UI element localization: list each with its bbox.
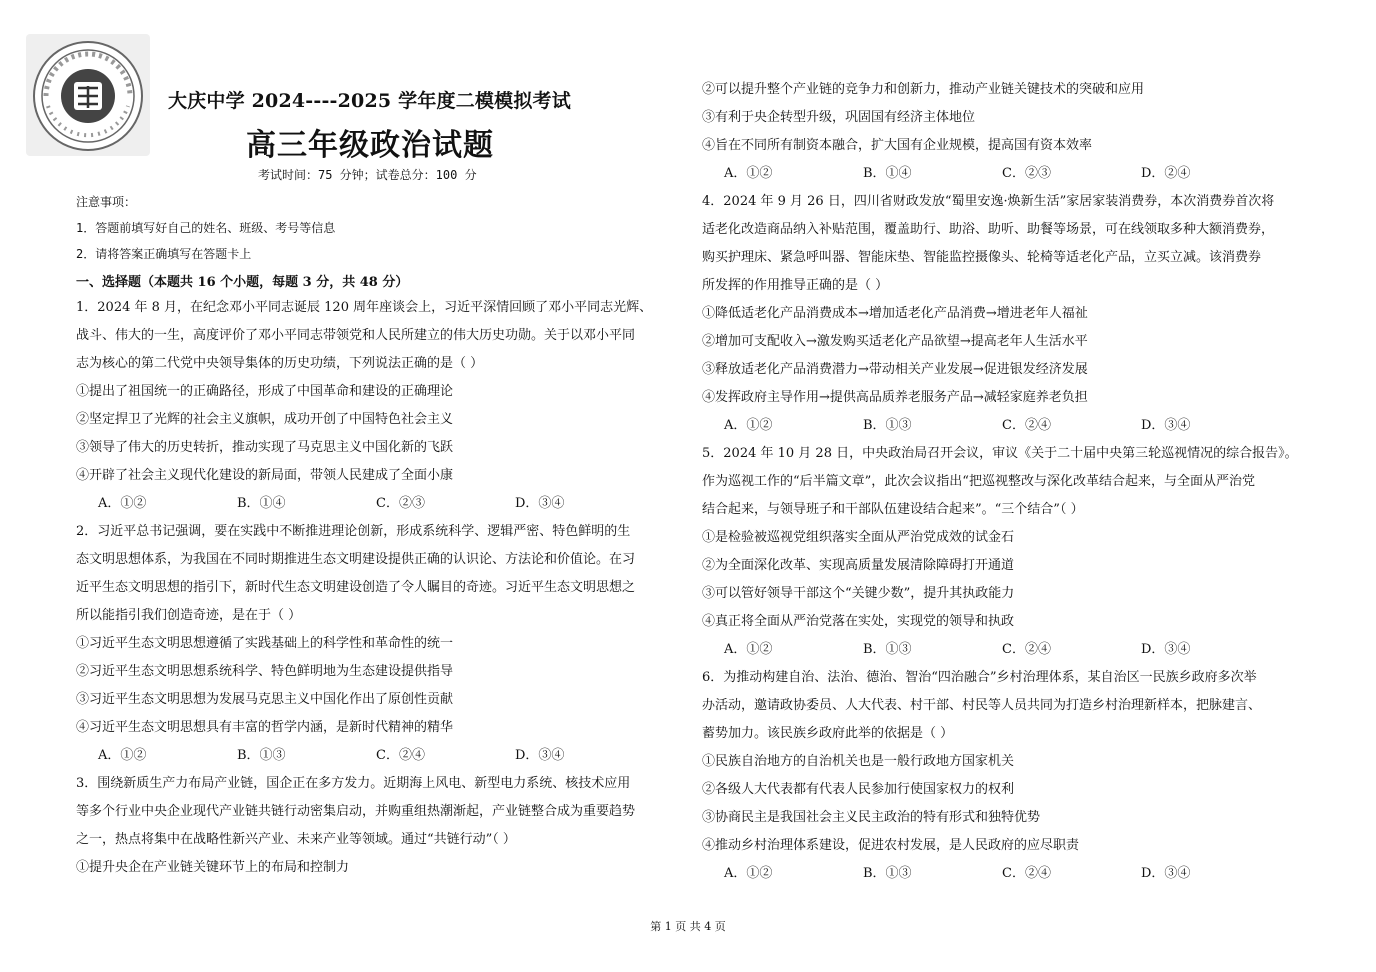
- statement-line: ②坚定捍卫了光辉的社会主义旗帜，成功开创了中国特色社会主义: [76, 412, 454, 427]
- statement-line: ③有利于央企转型升级，巩固国有经济主体地位: [702, 110, 976, 125]
- option-c: C．②④: [1002, 866, 1051, 881]
- right-column: [702, 76, 1312, 888]
- question-line: 适老化改造商品纳入补贴范围，覆盖助行、助浴、助听、助餐等场景，可在线领取多种大额消费券，: [702, 222, 1275, 237]
- option-b: B．①③: [863, 418, 912, 433]
- exam-info: 考试时间：75 分钟；试卷总分：100 分: [258, 168, 477, 182]
- option-b: B．①④: [863, 166, 912, 181]
- question-line: 所发挥的作用推导正确的是（ ）: [702, 278, 889, 293]
- question-line: 1．2024 年 8 月，在纪念邓小平同志诞辰 120 周年座谈会上，习近平深情回顾了邓小平同志光辉、: [76, 300, 653, 315]
- answer-options: [702, 636, 1312, 664]
- question-line: 蓄势加力。该民族乡政府此举的依据是（ ）: [702, 726, 954, 741]
- notice-heading: 注意事项：: [76, 195, 137, 209]
- option-c: C．②④: [376, 748, 425, 763]
- statement-line: ③习近平生态文明思想为发展马克思主义中国化作出了原创性贡献: [76, 692, 454, 707]
- question-line: 办活动，邀请政协委员、人大代表、村干部、村民等人员共同为打造乡村治理新样本，把脉建言、: [702, 698, 1262, 713]
- notice-item: 2．请将答案正确填写在答题卡上: [76, 247, 252, 261]
- statement-line: ③释放适老化产品消费潜力→带动相关产业发展→促进银发经济发展: [702, 362, 1088, 377]
- option-c: C．②③: [376, 496, 425, 511]
- question-line: 作为巡视工作的“后半篇文章”，此次会议指出“把巡视整改与深化改革结合起来，与全面从严治党: [702, 474, 1255, 489]
- question-line: 志为核心的第二代党中央领导集体的历史功绩，下列说法正确的是（ ）: [76, 356, 484, 371]
- option-b: B．①③: [863, 642, 912, 657]
- question-line: 2．习近平总书记强调，要在实践中不断推进理论创新，形成系统科学、逻辑严密、特色鲜明的生: [76, 524, 631, 539]
- option-d: D．②④: [1141, 166, 1191, 181]
- option-a: A．①②: [724, 166, 773, 181]
- subject-title: 高三年级政治试题: [246, 128, 494, 163]
- question-line: 所以能指引我们创造奇迹，是在于（ ）: [76, 608, 302, 623]
- question-1: [76, 294, 686, 518]
- statement-line: ③可以管好领导干部这个“关键少数”，提升其执政能力: [702, 586, 1015, 601]
- question-line: 5．2024 年 10 月 28 日，中央政治局召开会议，审议《关于二十届中央第三轮巡视情况的综合报告》。: [702, 446, 1298, 461]
- statement-line: ①降低适老化产品消费成本→增加适老化产品消费→增进老年人福祉: [702, 306, 1088, 321]
- statement-line: ④发挥政府主导作用→提供高品质养老服务产品→减轻家庭养老负担: [702, 390, 1088, 405]
- option-a: A．①②: [724, 418, 773, 433]
- answer-options: [702, 412, 1312, 440]
- statement-line: ①提出了祖国统一的正确路径，形成了中国革命和建设的正确理论: [76, 384, 454, 399]
- exam-title: 大庆中学 2024----2025 学年度二模模拟考试: [168, 90, 571, 112]
- statement-line: ①习近平生态文明思想遵循了实践基础上的科学性和革命性的统一: [76, 636, 454, 651]
- question-2: [76, 518, 686, 770]
- answer-options: [702, 160, 1312, 188]
- question-3-continued: [702, 76, 1312, 188]
- statement-line: ④旨在不同所有制资本融合，扩大国有企业规模，提高国有资本效率: [702, 138, 1093, 153]
- statement-line: ③协商民主是我国社会主义民主政治的特有形式和独特优势: [702, 810, 1041, 825]
- question-line: 6．为推动构建自治、法治、德治、智治“四治融合”乡村治理体系，某自治区一民族乡政府多次举: [702, 670, 1257, 685]
- option-c: C．②④: [1002, 418, 1051, 433]
- statement-line: ④真正将全面从严治党落在实处，实现党的领导和执政: [702, 614, 1015, 629]
- question-line: 近平生态文明思想的指引下，新时代生态文明建设创造了令人瞩目的奇迹。习近平生态文明思想之: [76, 580, 636, 595]
- statement-line: ①是检验被巡视党组织落实全面从严治党成效的试金石: [702, 530, 1015, 545]
- question-3: [76, 770, 686, 882]
- option-c: C．②③: [1002, 166, 1051, 181]
- option-d: D．③④: [1141, 866, 1191, 881]
- question-line: 3．围绕新质生产力布局产业链，国企正在多方发力。近期海上风电、新型电力系统、核技术应用: [76, 776, 631, 791]
- option-b: B．①③: [237, 748, 286, 763]
- question-line: 之一，热点将集中在战略性新兴产业、未来产业等领域。通过“共链行动”（ ）: [76, 832, 516, 847]
- option-d: D．③④: [515, 496, 565, 511]
- option-a: A．①②: [98, 496, 147, 511]
- question-line: 等多个行业中央企业现代产业链共链行动密集启动，并购重组热潮渐起，产业链整合成为重要趋势: [76, 804, 636, 819]
- statement-line: ②为全面深化改革、实现高质量发展清除障碍打开通道: [702, 558, 1015, 573]
- option-d: D．③④: [1141, 642, 1191, 657]
- answer-options: [702, 860, 1312, 888]
- option-a: A．①②: [724, 866, 773, 881]
- option-d: D．③④: [515, 748, 565, 763]
- statement-line: ①民族自治地方的自治机关也是一般行政地方国家机关: [702, 754, 1015, 769]
- answer-options: [76, 490, 686, 518]
- statement-line: ②增加可支配收入→激发购买适老化产品欲望→提高老年人生活水平: [702, 334, 1088, 349]
- option-b: B．①③: [863, 866, 912, 881]
- option-b: B．①④: [237, 496, 286, 511]
- page-footer: 第 1 页 共 4 页: [650, 920, 726, 933]
- statement-line: ②可以提升整个产业链的竞争力和创新力，推动产业链关键技术的突破和应用: [702, 82, 1145, 97]
- left-column: [76, 294, 686, 882]
- question-4: [702, 188, 1312, 440]
- question-6: [702, 664, 1312, 888]
- option-d: D．③④: [1141, 418, 1191, 433]
- statement-line: ①提升央企在产业链关键环节上的布局和控制力: [76, 860, 350, 875]
- statement-line: ④开辟了社会主义现代化建设的新局面，带领人民建成了全面小康: [76, 468, 454, 483]
- option-a: A．①②: [724, 642, 773, 657]
- question-line: 4．2024 年 9 月 26 日，四川省财政发放“蜀里安逸·焕新生活”家居家装消费券，本次消费券首次将: [702, 194, 1275, 209]
- answer-options: [76, 742, 686, 770]
- question-5: [702, 440, 1312, 664]
- statement-line: ③领导了伟大的历史转折，推动实现了马克思主义中国化新的飞跃: [76, 440, 454, 455]
- question-line: 购买护理床、紧急呼叫器、智能床垫、智能监控摄像头、轮椅等适老化产品，立买立减。该消费券: [702, 250, 1262, 265]
- seal-icon: [26, 34, 150, 156]
- notice-block: [76, 189, 335, 267]
- statement-line: ②各级人大代表都有代表人民参加行使国家权力的权利: [702, 782, 1015, 797]
- statement-line: ②习近平生态文明思想系统科学、特色鲜明地为生态建设提供指导: [76, 664, 454, 679]
- statement-line: ④习近平生态文明思想具有丰富的哲学内涵，是新时代精神的精华: [76, 720, 454, 735]
- question-line: 结合起来，与领导班子和干部队伍建设结合起来”。“三个结合”（ ）: [702, 502, 1084, 517]
- notice-item: 1．答题前填写好自己的姓名、班级、考号等信息: [76, 221, 336, 235]
- option-c: C．②④: [1002, 642, 1051, 657]
- option-a: A．①②: [98, 748, 147, 763]
- statement-line: ④推动乡村治理体系建设，促进农村发展，是人民政府的应尽职责: [702, 838, 1080, 853]
- question-line: 战斗、伟大的一生，高度评价了邓小平同志带领党和人民所建立的伟大历史功勋。关于以邓小平同: [76, 328, 636, 343]
- section-title: 一、选择题（本题共 16 个小题，每题 3 分，共 48 分）: [76, 275, 409, 290]
- question-line: 态文明思想体系，为我国在不同时期推进生态文明建设提供正确的认识论、方法论和价值论。在习: [76, 552, 636, 567]
- school-seal-logo: [26, 34, 150, 156]
